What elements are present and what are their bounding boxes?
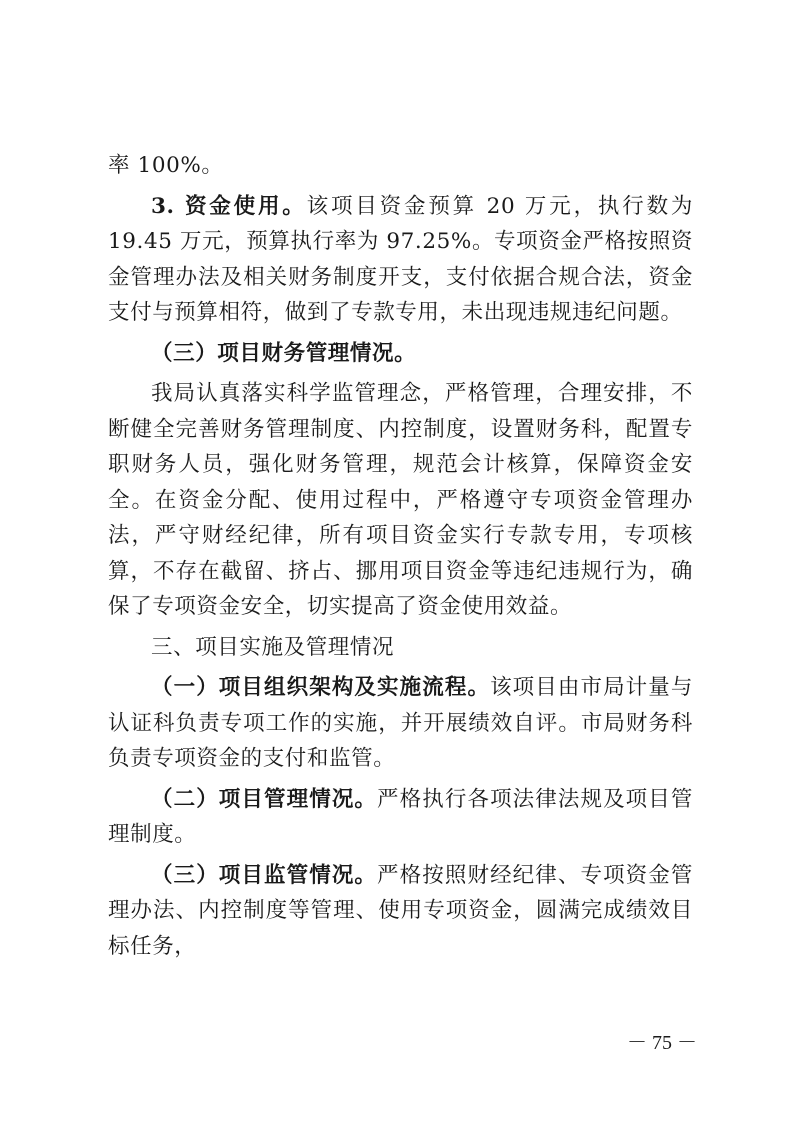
section-heading-financial-management (108, 336, 693, 372)
paragraph-fund-usage (108, 189, 693, 331)
paragraph-supervision (108, 858, 693, 965)
paragraph-text: 该项目由市局计量与认证科负责专项工作的实施，并开展绩效自评。市局财务科负责专项资金的支付和监管。 (108, 675, 693, 771)
section-heading-implementation (108, 630, 693, 666)
heading-text: 三、项目实施及管理情况 (151, 634, 395, 660)
paragraph-lead: 3. 资金使用。 (151, 193, 307, 219)
paragraph-lead: （一）项目组织架构及实施流程。 (151, 675, 491, 700)
paragraph-text: 率 100%。 (108, 153, 224, 178)
paragraph-financial-management (108, 376, 693, 625)
paragraph-organization (108, 670, 693, 777)
paragraph-text: 该项目资金预算 20 万元，执行数为 19.45 万元，预算执行率为 97.25%。专项资金严格按照资金管理办法及相关财务制度开支，支付依据合规合法，资金支付与预算相符，做到了专款专用，未出现违规违纪问题。 (108, 193, 694, 325)
document-page (108, 148, 693, 964)
paragraph-text: 我局认真落实科学监管理念，严格管理，合理安排，不断健全完善财务管理制度、内控制度，设置财务科，配置专职财务人员，强化财务管理，规范会计核算，保障资金安全。在资金分配、使用过程中，严格遵守专项资金管理办法，严守财经纪律，所有项目资金实行专款专用，专项核算，不存在截留、挤占、挪用项目资金等违纪违规行为，确保了专项资金安全，切实提高了资金使用效益。 (108, 381, 693, 619)
paragraph-text: 严格执行各项法律法规及项目管理制度。 (108, 786, 693, 847)
paragraph-lead: （二）项目管理情况。 (151, 786, 378, 812)
page-number: － 75 － (627, 1032, 697, 1054)
heading-text: （三）项目财务管理情况。 (151, 340, 417, 366)
paragraph-project-management (108, 782, 693, 853)
paragraph-continuation (108, 148, 693, 184)
paragraph-text: 严格按照财经纪律、专项资金管理办法、内控制度等管理、使用专项资金，圆满完成绩效目标任务， (108, 862, 693, 959)
paragraph-lead: （三）项目监管情况。 (151, 862, 378, 888)
